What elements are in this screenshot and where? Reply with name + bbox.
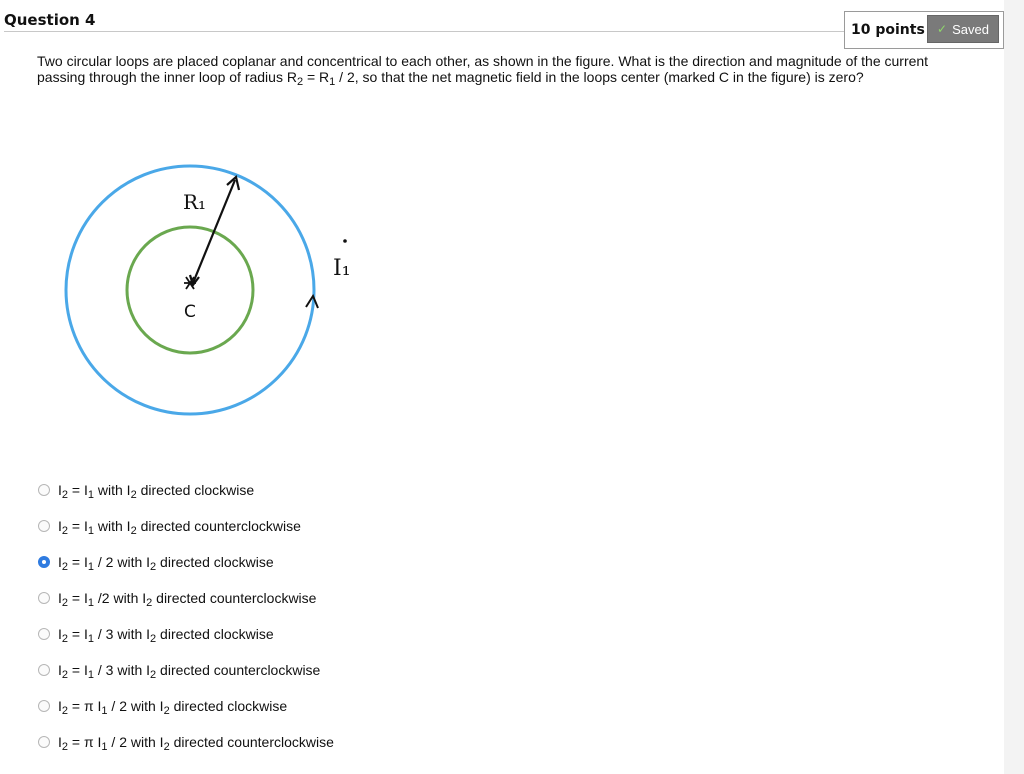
loops-diagram: [55, 155, 375, 430]
answer-option[interactable]: [38, 624, 274, 644]
prompt-text-3: / 2, so that the net magnetic field in the loops center (marked C in the figure) is zero?: [335, 69, 864, 85]
saved-status-badge: [927, 15, 999, 43]
answer-option[interactable]: [38, 480, 254, 500]
question-prompt: [37, 53, 967, 88]
option-label: $I_2 = I_1$ with $I_2$ directed counterclockwise: [58, 518, 301, 537]
answer-option[interactable]: [38, 552, 274, 572]
current-label-dot: [343, 239, 347, 243]
answer-option[interactable]: [38, 696, 287, 716]
radio-button[interactable]: [38, 520, 50, 532]
check-icon: ✓: [937, 22, 948, 36]
option-label: $I_2 = I_1 / 2$ with $I_2$ directed clockwise: [58, 554, 274, 573]
prompt-text-1: Two circular loops are placed coplanar and concentrical to each other, as shown in the figure. What is the direction and magnitude of the current passing through the inner loop of radius R: [37, 53, 929, 85]
inner-loop: [127, 227, 253, 353]
center-label: C: [184, 302, 196, 322]
answer-option[interactable]: [38, 588, 316, 608]
points-box: [844, 11, 1004, 49]
answer-option[interactable]: [38, 516, 301, 536]
radio-button[interactable]: [38, 592, 50, 604]
radio-button[interactable]: [38, 628, 50, 640]
radio-button[interactable]: [38, 484, 50, 496]
answer-option[interactable]: [38, 732, 334, 752]
prompt-text-2: = R: [303, 69, 330, 85]
radio-button[interactable]: [38, 700, 50, 712]
loops-figure: [55, 155, 375, 435]
option-label: $I_2 = I_1 / 3$ with $I_2$ directed counterclockwise: [58, 662, 321, 681]
page-gutter: [1004, 0, 1024, 774]
saved-status-text: Saved: [952, 21, 989, 37]
outer-radius-label: R₁: [183, 190, 207, 214]
radio-button[interactable]: [38, 664, 50, 676]
radio-button[interactable]: [38, 736, 50, 748]
radio-button-selected[interactable]: [38, 556, 50, 568]
option-label: $I_2 = I_1$ /2 with $I_2$ directed counterclockwise: [58, 590, 317, 609]
header-divider: [4, 31, 844, 32]
question-title: Question 4: [4, 11, 96, 29]
option-label: $I_2 = \pi$ $I_1 / 2$ with $I_2$ directed counterclockwise: [58, 734, 334, 753]
option-label: $I_2 = I_1 / 3$ with $I_2$ directed clockwise: [58, 626, 274, 645]
prompt-subscript-2: 1: [329, 76, 336, 88]
answer-option[interactable]: [38, 660, 320, 680]
current-label: I₁: [333, 256, 351, 281]
prompt-subscript-1: 2: [296, 76, 304, 88]
option-label: $I_2 = I_1$ with $I_2$ directed clockwise: [58, 482, 255, 501]
points-label: 10 points: [851, 22, 925, 38]
option-label: $I_2 = \pi$ $I_1 / 2$ with $I_2$ directed clockwise: [58, 698, 288, 717]
